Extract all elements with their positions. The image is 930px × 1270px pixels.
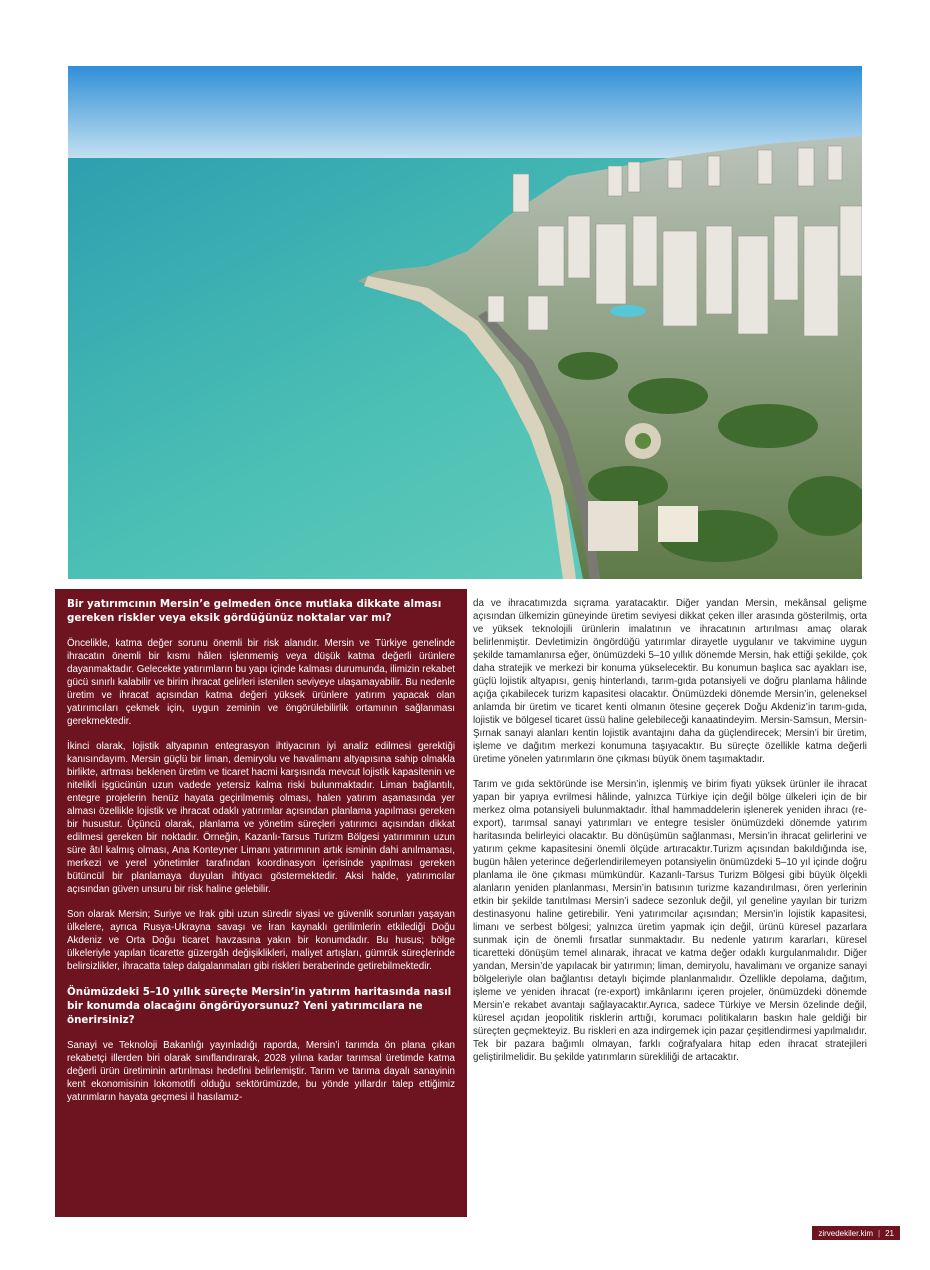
interview-panel [55, 589, 467, 1217]
answer-paragraph: Öncelikle, katma değer sorunu önemli bir risk alanıdır. Mersin ve Türkiye genelinde ihracatın önemli bir kısmı hâlen işlenmemiş veya düşük katma değerli ürünlere dayanmaktadır. Gelecekte yatırımların bu yapı içinde kalması durumunda, ilimizin rekabet gücü sınırlı kalabilir ve birim ihracat gelirleri istenilen seviyeye ulaşamayabilir. Bu nedenle üretim ve ihracat açısından katma değeri yüksek ürünlere yatırım yapacak olan yatırımcıları çekmek için, uygun zeminin ve öngörülebilirlik ortamının sağlanması gerekmektedir. [67, 638, 455, 727]
answer-paragraph: Sanayi ve Teknoloji Bakanlığı yayınladığı raporda, Mersin’i tarımda ön plana çıkan rekabetçi illerden biri olarak sınıflandırarak, 2028 yılına kadar tarımsal üretimde katma değerli ürün üretiminin artırılması hedefini belirlemiştir. Tarım ve tarıma dayalı sanayinin kent ekonomisinin lokomotifi olduğu sektörümüzde, bu yönde yıllardır talep ettiğimiz yatırımların hayata geçmesi il hasılamız- [67, 1040, 455, 1103]
answer-paragraph: İkinci olarak, lojistik altyapının entegrasyon ihtiyacının iyi analiz edilmesi gerektiği kanısındayım. Mersin güçlü bir liman, demiryolu ve havalimanı altyapısına sahip olmakla birlikte, artması beklenen üretim ve ticaret hacmi karşısında mevcut lojistik kapasitenin ve nitelikli işgücünün uzun vadede yetersiz kalma riski bulunmaktadır. Liman bağlantılı, entegre projelerin henüz hayata geçirilmemiş olması, halen yatırım aşamasında yer alması özellikle lojistik ve ihracat odaklı yatırımlar açısından planlama yapılması gereken bir husustur. Üçüncü olarak, planlama ve yönetim süreçleri yatırımcı açısından dikkat edilmesi gereken bir noktadır. Örneğin, Kazanlı-Tarsus Turizm Bölgesi yatırımının uzun süre âtıl kalmış olması, Ana Konteyner Limanı yatırımının artık isminin dahi anılmaması, merkezi ve yerel yönetimler tarafından koordinasyon içerisinde yapılması gereken bütüncül bir planlamaya duyulan ihtiyacı göstermektedir. Aksi halde, yatırımcılar açısından güven unsuru bir risk haline gelebilir. [67, 741, 455, 895]
site-name: zirvedekiler.kim [818, 1228, 874, 1238]
coastal-city-photo [68, 66, 862, 579]
page-number: 21 [885, 1228, 894, 1238]
continued-text-column [473, 597, 867, 1197]
answer-paragraph: Tarım ve gıda sektöründe ise Mersin’in, işlenmiş ve birim fiyatı yüksek ürünler ile ihracat yapan bir yapıya evrilmesi hâlinde, yalnızca Türkiye için değil bölge ülkeleri için de bir merkez olma potansiyeli bulunmaktadır. İthal hammaddelerin işlenerek yeniden ihracı (re-export), tarımsal sanayi yatırımları ve entegre tesisler önümüzdeki dönemde yatırım haritasında belirleyici olacaktır. Bu dönüşümün sağlanması, Mersin’in ihracat gelirlerini ve yatırım çekme kapasitesini önemli ölçüde artıracaktır.Turizm açısından bakıldığında ise, bugün hâlen yeterince değerlendirilemeyen potansiyelin önümüzdeki 5–10 yıl içinde doğru planlama ile öne çıkması mümkündür. Kazanlı-Tarsus Turizm Bölgesi gibi büyük ölçekli alanların yeniden planlanması, Mersin’in batısının turizme kazandırılması, ören yerlerinin etkin bir şekilde tanıtılması Mersin’i sadece sezonluk değil, yıl geneline yayılan bir turizm destinasyonu haline getirebilir. Yeni yatırımcılar açısından; Mersin’in lojistik kapasitesi, limanı ve serbest bölgesi; yalnızca üretim yapmak için değil, ürünü küresel pazarlara sunmak için de önemli fırsatlar sunmaktadır. Bu nedenle yatırım kararları, küresel ticaretteki dönüşüm temel alınarak, ihracat ve katma değer odaklı kurgulanmalıdır. Diğer yandan, Mersin’de yapılacak bir yatırımın; liman, demiryolu, havalimanı ve organize sanayi bölgeleriyle olan bağlantısı detaylı biçimde planlanmalıdır. Özellikle depolama, dağıtım, işleme ve yeniden ihracat (re-export) imkânlarını içeren projeler, önümüzdeki dönemde Mersin’e rekabet avantajı sağlayacaktır.Ayrıca, sadece Türkiye ve Mersin özelinde değil, küresel açıdan jeopolitik risklerin arttığı, korumacı politikaların baskın hale geldiği bir süreçten geçmekteyiz. Bu riskleri en aza indirgemek için pazar çeşitlendirmesi yapılmalıdır. Tek bir pazara bağımlı olmayan, farklı coğrafyalara hitap eden ihracat stratejileri geliştirilmelidir. Bu şekilde yatırımların sürekliliği de artacaktır. [473, 779, 867, 1063]
footer-separator: | [878, 1228, 881, 1238]
question-heading-1: Bir yatırımcının Mersin’e gelmeden önce mutlaka dikkate alması gereken riskler veya eksik gördüğünüz noktalar var mı? [67, 598, 442, 624]
answer-paragraph: Son olarak Mersin; Suriye ve Irak gibi uzun süredir siyasi ve güvenlik sorunları yaşayan ülkelere, ayrıca Rusya-Ukrayna savaşı ve İran kaynaklı gerilimlerin etkilediği Doğu Akdeniz ve Orta Doğu ticaret havzasına yakın bir konumdadır. Bu husus; bölge ülkeleriyle yapılan ticarette güzergâh değişiklikleri, maliyet artışları, gümrük süreçlerinde belirsizlikler, ihracatta talep dalgalanmaları gibi riskleri beraberinde getirebilmektedir. [67, 909, 455, 972]
question-heading-2: Önümüzdeki 5–10 yıllık süreçte Mersin’in yatırım haritasında nasıl bir konumda olacağını öngörüyorsunuz? Yeni yatırımcılara ne önerirsiniz? [67, 986, 452, 1026]
page-footer [812, 1226, 900, 1240]
answer-paragraph: da ve ihracatımızda sıçrama yaratacaktır. Diğer yandan Mersin, mekânsal gelişme açısından ülkemizin güneyinde üretim seviyesi dikkat çeken iller arasında gösterilmiş, orta ve yüksek teknolojili ürünlerin imalatının ve ihracatının artırılması amaç olarak belirlenmiştir. Devletimizin öngördüğü yatırımlar dirayetle uygulanır ve takvimine uygun şekilde tamamlanırsa eğer, önümüzdeki 5–10 yıllık dönemde Mersin, hak ettiği şekilde, çok daha stratejik ve merkezi bir konuma yükselecektir. Bu konumun başlıca sac ayakları ise, güçlü lojistik altyapısı, geniş hinterlandı, tarım-gıda potansiyeli ve doğru planlama hâlinde açığa çıkabilecek turizm kapasitesi olacaktır. Önümüzdeki dönemde Mersin’in, geleneksel anlamda bir üretim ve ticaret kenti olmanın ötesine geçerek Doğu Akdeniz’in tarım-gıda, lojistik ve bölgesel ticaret üssü haline gelebileceği kanaatindeyim. Mersin-Samsun, Mersin-Şırnak sanayi alanları kentin lojistik avantajını daha da güçlendirecek; Mersin’i bir üretim, işleme ve dağıtım merkezi konumuna taşıyacaktır. Bu süreçte özellikle katma değerli üretime yönelen yatırımların öne çıkması büyük önem taşımaktadır. [473, 598, 867, 765]
